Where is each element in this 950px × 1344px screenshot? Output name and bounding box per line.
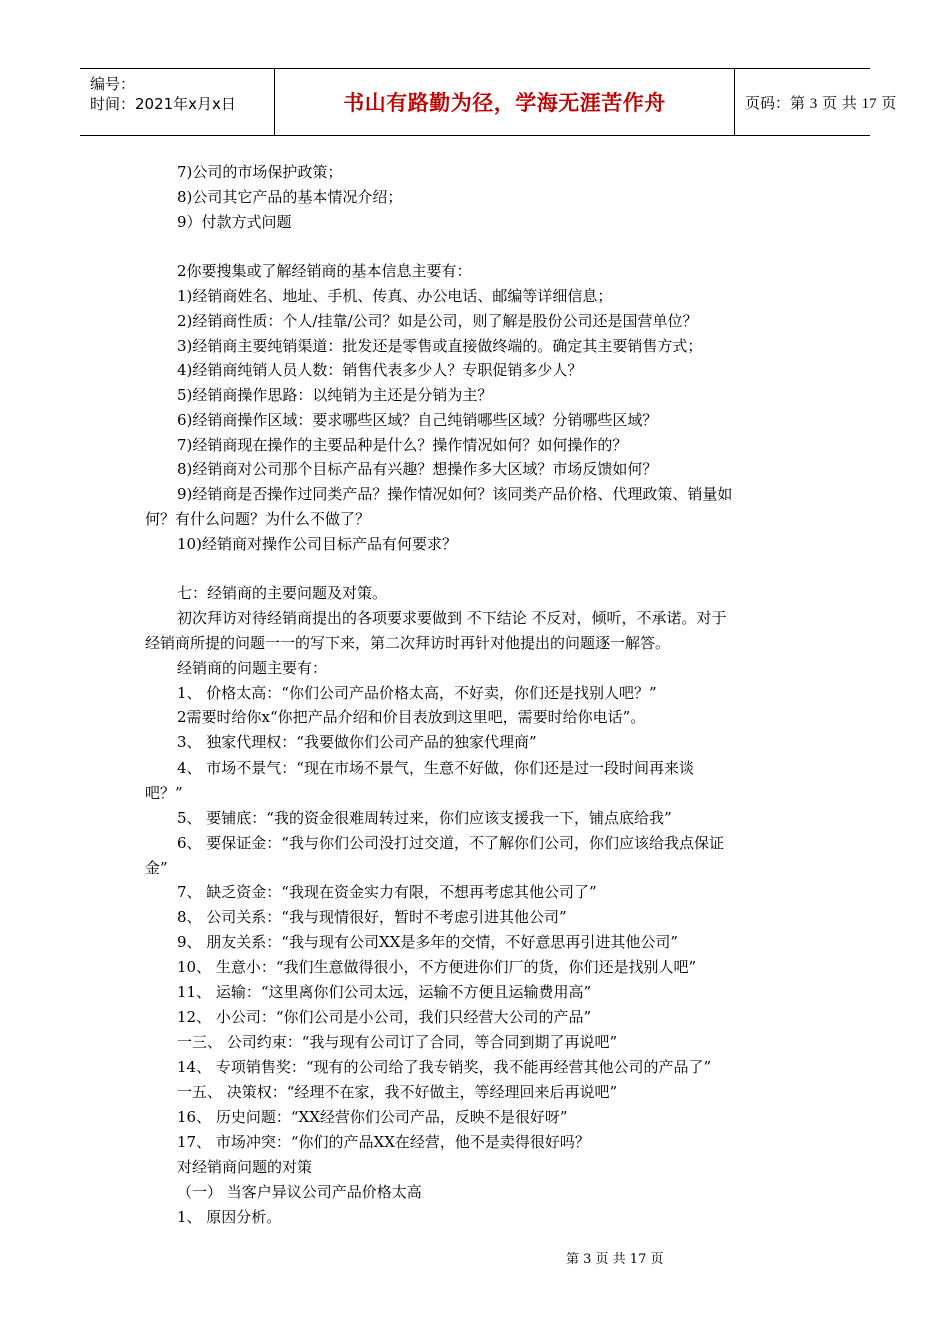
page-header xyxy=(80,68,897,136)
text-line: 12、 小公司：“你们公司是小公司，我们只经营大公司的产品” xyxy=(177,1008,592,1026)
text-line: 14、 专项销售奖：“现有的公司给了我专销奖，我不能再经营其他公司的产品了” xyxy=(177,1058,712,1076)
text-line: 2你要搜集或了解经销商的基本信息主要有： xyxy=(177,262,472,280)
text-line: 2)经销商性质：个人/挂靠/公司？如是公司，则了解是股份公司还是国营单位？ xyxy=(177,312,698,330)
text-line: （一） 当客户异议公司产品价格太高 xyxy=(177,1183,422,1201)
page-total: 17 xyxy=(861,95,877,112)
text-line: 1)经销商姓名、地址、手机、传真、办公电话、邮编等详细信息； xyxy=(177,287,613,305)
text-line: 6)经销商操作区域：要求哪些区域？自己纯销哪些区域？分销哪些区域？ xyxy=(177,411,658,429)
text-line: 17、 市场冲突：“你们的产品XX在经营，他不是卖得很好吗？ xyxy=(177,1133,590,1151)
text-line: 5、 要铺底：“我的资金很难周转过来，你们应该支援我一下，铺点底给我” xyxy=(177,809,672,827)
text-line: 一三、 公司约束：“我与现有公司订了合同，等合同到期了再说吧” xyxy=(177,1033,618,1051)
page-footer: 第 3 页 共 17 页 xyxy=(566,1252,664,1267)
text-line: 经销商的问题主要有： xyxy=(177,659,328,677)
text-line: 3、 独家代理权：“我要做你们公司产品的独家代理商” xyxy=(177,733,537,751)
text-line: 9）付款方式问题 xyxy=(177,213,292,231)
text-line: 9、 朋友关系：“我与现有公司XX是多年的交情，不好意思再引进其他公司” xyxy=(177,933,679,951)
text-line: 1、 价格太高：“你们公司产品价格太高，不好卖，你们还是找别人吧？” xyxy=(177,684,657,702)
text-line: 初次拜访对待经销商提出的各项要求要做到 不下结论 不反对，倾听，不承诺。对于 xyxy=(177,609,727,627)
text-line: 金” xyxy=(145,859,168,877)
text-line: 11、 运输：“这里离你们公司太远，运输不方便且运输费用高” xyxy=(177,983,592,1001)
text-line: 经销商所提的问题一一的写下来，第二次拜访时再针对他提出的问题逐一解答。 xyxy=(145,634,671,652)
header-meta-cell xyxy=(80,69,275,135)
header-page-info xyxy=(735,92,896,113)
page-mid: 页 共 xyxy=(822,93,857,112)
text-line: 4)经销商纯销人员人数：销售代表多少人？专职促销多少人？ xyxy=(177,361,583,379)
text-line: 对经销商问题的对策 xyxy=(177,1158,313,1176)
text-line: 4、 市场不景气：“现在市场不景气，生意不好做，你们还是过一段时间再来谈 xyxy=(177,759,694,777)
text-line: 10)经销商对操作公司目标产品有何要求？ xyxy=(177,535,457,553)
document-number-label: 编号： xyxy=(90,75,136,93)
text-line: 7、 缺乏资金：“我现在资金实力有限，不想再考虑其他公司了” xyxy=(177,883,597,901)
text-line: 5)经销商操作思路：以纯销为主还是分销为主？ xyxy=(177,386,493,404)
text-line: 8)经销商对公司那个目标产品有兴趣？想操作多大区域？市场反馈如何？ xyxy=(177,460,658,478)
text-line: 7)经销商现在操作的主要品种是什么？操作情况如何？如何操作的？ xyxy=(177,436,628,454)
text-line: 8)公司其它产品的基本情况介绍； xyxy=(177,188,403,206)
header-motto-cell xyxy=(275,69,735,135)
text-line: 一五、 决策权：“经理不在家，我不好做主，等经理回来后再说吧” xyxy=(177,1083,618,1101)
header-page-cell xyxy=(735,69,897,135)
text-line: 2需要时给你x“你把产品介绍和价目表放到这里吧，需要时给你电话”。 xyxy=(177,708,646,726)
text-line: 1、 原因分析。 xyxy=(177,1208,282,1226)
text-line: 9)经销商是否操作过同类产品？操作情况如何？该同类产品价格、代理政策、销量如 xyxy=(177,485,733,503)
text-line: 吧？” xyxy=(145,784,183,802)
text-line: 6、 要保证金：“我与你们公司没打过交道，不了解你们公司，你们应该给我点保证 xyxy=(177,834,724,852)
text-line: 7)公司的市场保护政策； xyxy=(177,163,343,181)
header-motto: 书山有路勤为径，学海无涯苦作舟 xyxy=(343,91,666,115)
text-line: 16、 历史问题：“XX经营你们公司产品，反映不是很好呀” xyxy=(177,1108,568,1126)
page-suffix: 页 xyxy=(881,93,897,112)
document-date-label: 时间：2021年x月x日 xyxy=(90,95,236,113)
section-heading: 七：经销商的主要问题及对策。 xyxy=(177,584,388,602)
text-line: 何？有什么问题？为什么不做了？ xyxy=(145,510,371,528)
page-number: 3 xyxy=(809,95,818,112)
text-line: 10、 生意小：“我们生意做得很小，不方便进你们厂的货，你们还是找别人吧” xyxy=(177,958,697,976)
text-line: 3)经销商主要纯销渠道：批发还是零售或直接做终端的。确定其主要销售方式； xyxy=(177,337,703,355)
text-line: 8、 公司关系：“我与现情很好，暂时不考虑引进其他公司” xyxy=(177,908,567,926)
page-prefix: 页码：第 xyxy=(745,93,806,112)
